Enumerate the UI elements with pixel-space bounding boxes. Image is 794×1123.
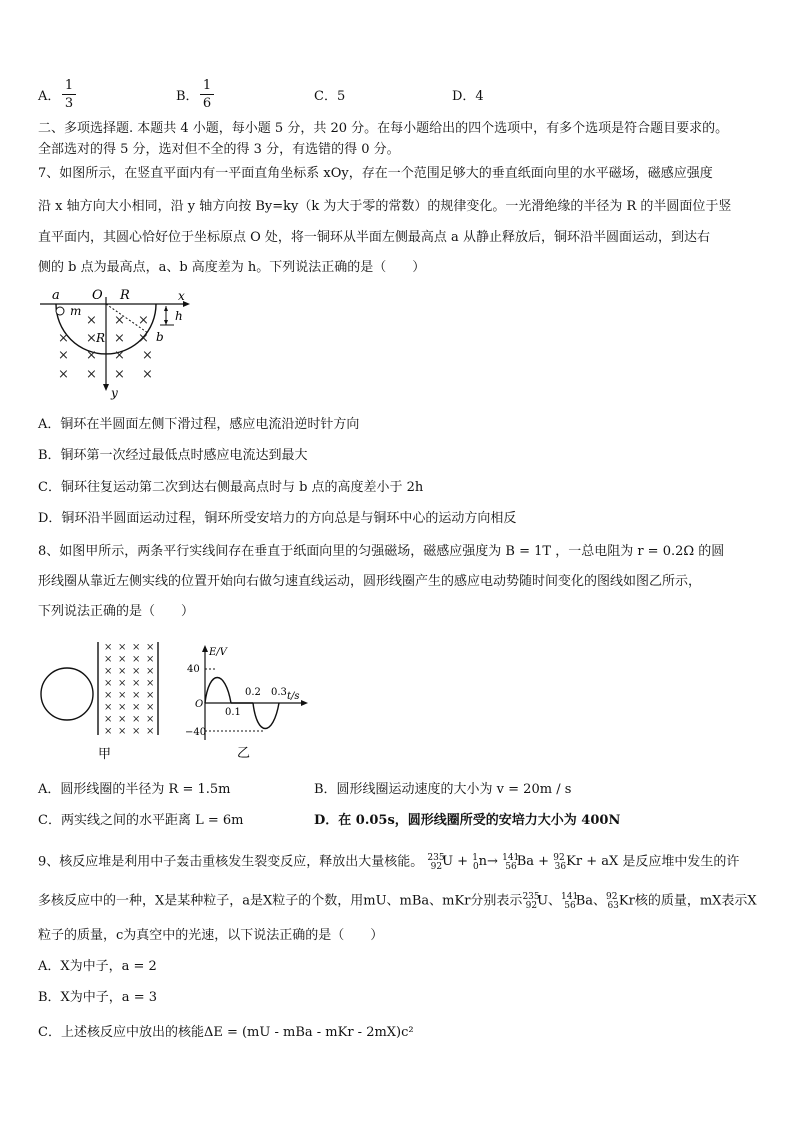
section2-line1: 二、多项选择题. 本题共 4 小题，每小题 5 分，共 20 分。在每小题给出的四个选项中，有多个选项是符合题目要求的。 [38, 121, 729, 136]
q6-option-b: B． [176, 89, 199, 104]
svg-text:×: × [104, 714, 113, 725]
svg-text:×: × [132, 666, 141, 677]
q8-fig-tick-02: 0.2 [245, 687, 261, 698]
q6-option-a: A． [38, 89, 61, 104]
svg-text:×: × [118, 678, 127, 689]
svg-text:×: × [104, 642, 113, 653]
q9-stem-line1-tail: 是反应堆中发生的许 [622, 854, 740, 870]
q9-option-a: A．X为中子，a = 2 [38, 959, 157, 974]
q8-stem-line3: 下列说法正确的是（ ） [38, 604, 195, 619]
q7-fig-label-h: h [175, 309, 183, 323]
q7-fig-label-b: b [156, 330, 164, 344]
svg-text:×: × [142, 348, 153, 363]
svg-text:×: × [138, 331, 149, 346]
svg-text:×: × [104, 726, 113, 737]
q7-fig-label-a: a [52, 288, 60, 303]
svg-text:×: × [132, 642, 141, 653]
q9-stem-line1 [38, 849, 739, 876]
q7-stem-line3: 直平面内，其圆心恰好位于坐标原点 O 处，将一铜环从半面左侧最高点 a 从静止释放后，铜环沿半圆面运动，到达右 [38, 230, 710, 245]
q7-stem-line2: 沿 x 轴方向大小相同，沿 y 轴方向按 By=ky（k 为大于零的常数）的规律变化。一光滑绝缘的半径为 R 的半圆面位于竖 [38, 199, 732, 214]
q8-fig-tick-neg40: −40 [185, 727, 207, 738]
q8-fig-tick-01: 0.1 [225, 707, 241, 718]
svg-text:×: × [146, 654, 155, 665]
svg-text:×: × [118, 702, 127, 713]
svg-text:×: × [118, 642, 127, 653]
q8-option-b: B．圆形线圈运动速度的大小为 v = 20m / s [314, 782, 572, 797]
q9-stem-line3: 粒子的质量，c为真空中的光速，以下说法正确的是（ ） [38, 928, 384, 943]
q8-field-crosses [104, 642, 154, 737]
svg-text:×: × [132, 726, 141, 737]
svg-text:×: × [118, 714, 127, 725]
q7-stem-line1: 7、如图所示，在竖直平面内有一平面直角坐标系 xOy，存在一个范围足够大的垂直纸面向里的水平磁场，磁感应强度 [38, 166, 713, 181]
svg-text:×: × [146, 678, 155, 689]
q8-fig-tick-03: 0.3 [271, 687, 287, 698]
svg-text:×: × [138, 313, 149, 328]
svg-text:×: × [104, 702, 113, 713]
q9-option-b: B．X为中子，a = 3 [38, 990, 157, 1005]
q6-option-d: D．4 [452, 89, 484, 104]
svg-text:×: × [118, 726, 127, 737]
svg-text:×: × [104, 666, 113, 677]
q7-fig-label-r2: R [96, 331, 106, 345]
q9-stem-line2: 多核反应中的一种，X是某种粒子，a是X粒子的个数，用mU、mBa、mKr分别表示$^{235}_{92}$U、$^{141}_{56}$Ba、$^{92}_{63}$Kr核的质量，mX表示X [38, 892, 757, 911]
q7-fig-label-x: x [178, 289, 185, 303]
q8-fig-label-yi: 乙 [237, 746, 251, 761]
q8-option-c: C．两实线之间的水平距离 L = 6m [38, 813, 244, 828]
q8-fig-tick-40: 40 [187, 664, 200, 675]
svg-text:×: × [86, 331, 97, 346]
q7-figure [38, 285, 198, 400]
q7-option-a: A．铜环在半圆面左侧下滑过程，感应电流沿逆时针方向 [38, 417, 360, 432]
q7-fig-label-o: O [92, 288, 103, 303]
q6-option-b-fraction: 1 6 [200, 78, 214, 111]
svg-text:×: × [104, 678, 113, 689]
svg-text:×: × [118, 690, 127, 701]
svg-text:×: × [132, 714, 141, 725]
q8-option-a: A．圆形线圈的半径为 R = 1.5m [38, 782, 231, 797]
svg-text:×: × [146, 690, 155, 701]
svg-text:×: × [146, 666, 155, 677]
svg-text:×: × [114, 367, 125, 382]
svg-text:×: × [132, 690, 141, 701]
q6-option-c: C．5 [314, 89, 346, 104]
q8-stem-line1: 8、如图甲所示，两条平行实线间存在垂直于纸面向里的匀强磁场，磁感应强度为 B = 1T ，一总电阻为 r = 0.2Ω 的圆 [38, 544, 725, 559]
q8-fig-axis-t: t/s [287, 691, 300, 702]
q8-figure-yi [185, 645, 310, 765]
svg-text:×: × [146, 714, 155, 725]
q7-option-c: C．铜环往复运动第二次到达右侧最高点时与 b 点的高度差小于 2h [38, 480, 424, 495]
svg-text:×: × [118, 654, 127, 665]
svg-text:×: × [118, 666, 127, 677]
q7-fig-label-m: m [70, 304, 82, 318]
q8-stem-line2: 形线圈从靠近左侧实线的位置开始向右做匀速直线运动，圆形线圈产生的感应电动势随时间变化的图线如图乙所示， [38, 574, 702, 589]
svg-text:×: × [86, 313, 97, 328]
svg-text:×: × [132, 654, 141, 665]
q7-stem-line4: 侧的 b 点为最高点，a、b 高度差为 h。下列说法正确的是（ ） [38, 260, 426, 275]
q9-stem-line1-text: 9、核反应堆是利用中子轰击重核发生裂变反应，释放出大量核能。 [38, 854, 424, 870]
q7-option-d: D．铜环沿半圆面运动过程，铜环所受安培力的方向总是与铜环中心的运动方向相反 [38, 511, 517, 526]
svg-text:×: × [58, 331, 69, 346]
svg-text:×: × [114, 331, 125, 346]
q8-option-d: D．在 0.05s，圆形线圈所受的安培力大小为 400N [314, 813, 621, 828]
svg-text:×: × [142, 367, 153, 382]
svg-text:×: × [104, 654, 113, 665]
q9-reaction-equation: $^{235}_{92}$U + $^1_0$n→ $^{141}_{56}$Ba + $^{92}_{36}$Kr + aX [427, 853, 619, 872]
q8-fig-axis-e: E/V [209, 647, 227, 658]
q7-option-b: B．铜环第一次经过最低点时感应电流达到最大 [38, 448, 308, 463]
q8-figure-jia [40, 640, 170, 765]
q7-fig-label-r: R [120, 288, 130, 303]
q9-option-c: C．上述核反应中放出的核能ΔE = (mU - mBa - mKr - 2mX)c² [38, 1025, 414, 1040]
svg-text:×: × [114, 313, 125, 328]
q7-fig-label-y: y [111, 386, 118, 400]
q8-fig-origin: O [195, 699, 204, 710]
q8-fig-label-jia: 甲 [98, 747, 112, 762]
svg-text:×: × [104, 690, 113, 701]
svg-text:×: × [114, 348, 125, 363]
svg-text:×: × [132, 702, 141, 713]
section2-line2: 全部选对的得 5 分，选对但不全的得 3 分，有选错的得 0 分。 [38, 142, 400, 157]
svg-text:×: × [132, 678, 141, 689]
svg-text:×: × [86, 348, 97, 363]
svg-text:×: × [86, 367, 97, 382]
svg-text:×: × [146, 726, 155, 737]
q6-option-a-fraction: 1 3 [62, 78, 76, 111]
svg-text:×: × [146, 702, 155, 713]
svg-text:×: × [146, 642, 155, 653]
svg-text:×: × [58, 367, 69, 382]
svg-text:×: × [58, 348, 69, 363]
